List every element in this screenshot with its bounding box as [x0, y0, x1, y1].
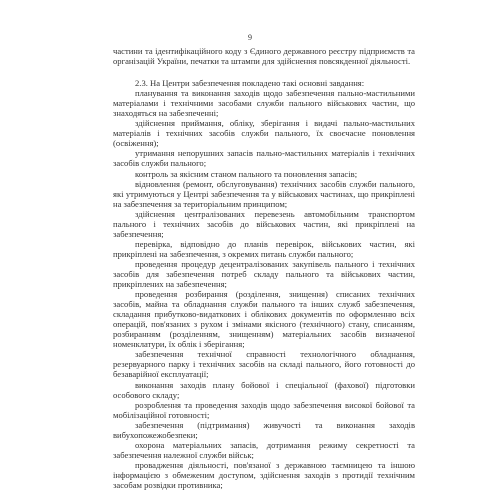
task-item: проведення розбирання (розділення, знищення) списаних технічних засобів, майна та обладнання служби пального та інших служб забезпечення, складання прибутково-видаткових і облікових документів по оформленню всіх операцій, пов'язаних з рухом і змінами якісного (технічного) стану, списанням, розбиранням (розділенням, знищенням) матеріальних засобів визначеної номенклатури, їх облік і зберігання;	[113, 289, 415, 350]
paragraph-gap	[113, 66, 415, 78]
task-item: здійснення приймання, обліку, зберігання і видачі пально-мастильних матеріалів і технічних засобів служби пального, їх своєчасне поновлення (освіження);	[113, 118, 415, 149]
page-number: 9	[248, 33, 252, 42]
intro-paragraph: частини та ідентифікаційного коду з Єдиного державного реєстру підприємств та організацій України, печатки та штампи для здійснення повсякденної діяльності.	[113, 46, 415, 67]
task-item: здійснення централізованих перевезень автомобільним транспортом пального і технічних засобів до військових частин, які прикріплені на забезпечення;	[113, 208, 415, 239]
task-item: охорона матеріальних запасів, дотримання режиму секретності та забезпечення належної служби військ;	[113, 439, 415, 460]
task-item: проведення процедур децентралізованих закупівель пального і технічних засобів для забезпечення потреб складу пального та військових частин, прикріплених на забезпечення;	[113, 258, 415, 290]
task-item: утримання непорушних запасів пально-мастильних матеріалів і технічних засобів служби пального;	[113, 148, 415, 169]
task-item: забезпечення технічної справності технологічного обладнання, резервуарного парку і технічних засобів на складі пального, його готовності до безаварійної експлуатації;	[113, 349, 415, 380]
task-item: провадження діяльності, пов'язаної з державною таємницею та іншою інформацією з обмеженим доступом, здійснення заходів з протидії технічним засобам розвідки противника;	[113, 459, 415, 490]
task-item: забезпечення (підтримання) живучості та виконання заходів вибухопожежобезпеки;	[113, 419, 415, 440]
section-heading: 2.3. На Центри забезпечення покладено такі основні завдання:	[135, 78, 365, 89]
task-item: планування та виконання заходів щодо забезпечення пально-мастильними матеріалами і технічними засобами служби пального військових частин, що знаходяться на забезпеченні;	[113, 88, 415, 119]
document-body	[113, 46, 415, 490]
task-item: виконання заходів плану бойової і спеціальної (фахової) підготовки особового складу;	[113, 379, 415, 400]
task-item: розроблення та проведення заходів щодо забезпечення високої бойової та мобілізаційної готовності;	[113, 399, 415, 420]
task-item: відновлення (ремонт, обслуговування) технічних засобів служби пального, які утримуються у Центрі забезпечення та у військових частинах, що прикріплені на забезпечення за територіальним принципом;	[113, 178, 415, 209]
task-item: перевірка, відповідно до планів перевірок, військових частин, які прикріплені на забезпечення, з окремих питань служби пального;	[113, 238, 415, 259]
task-item: контроль за якісним станом пального та поновлення запасів;	[135, 168, 358, 179]
